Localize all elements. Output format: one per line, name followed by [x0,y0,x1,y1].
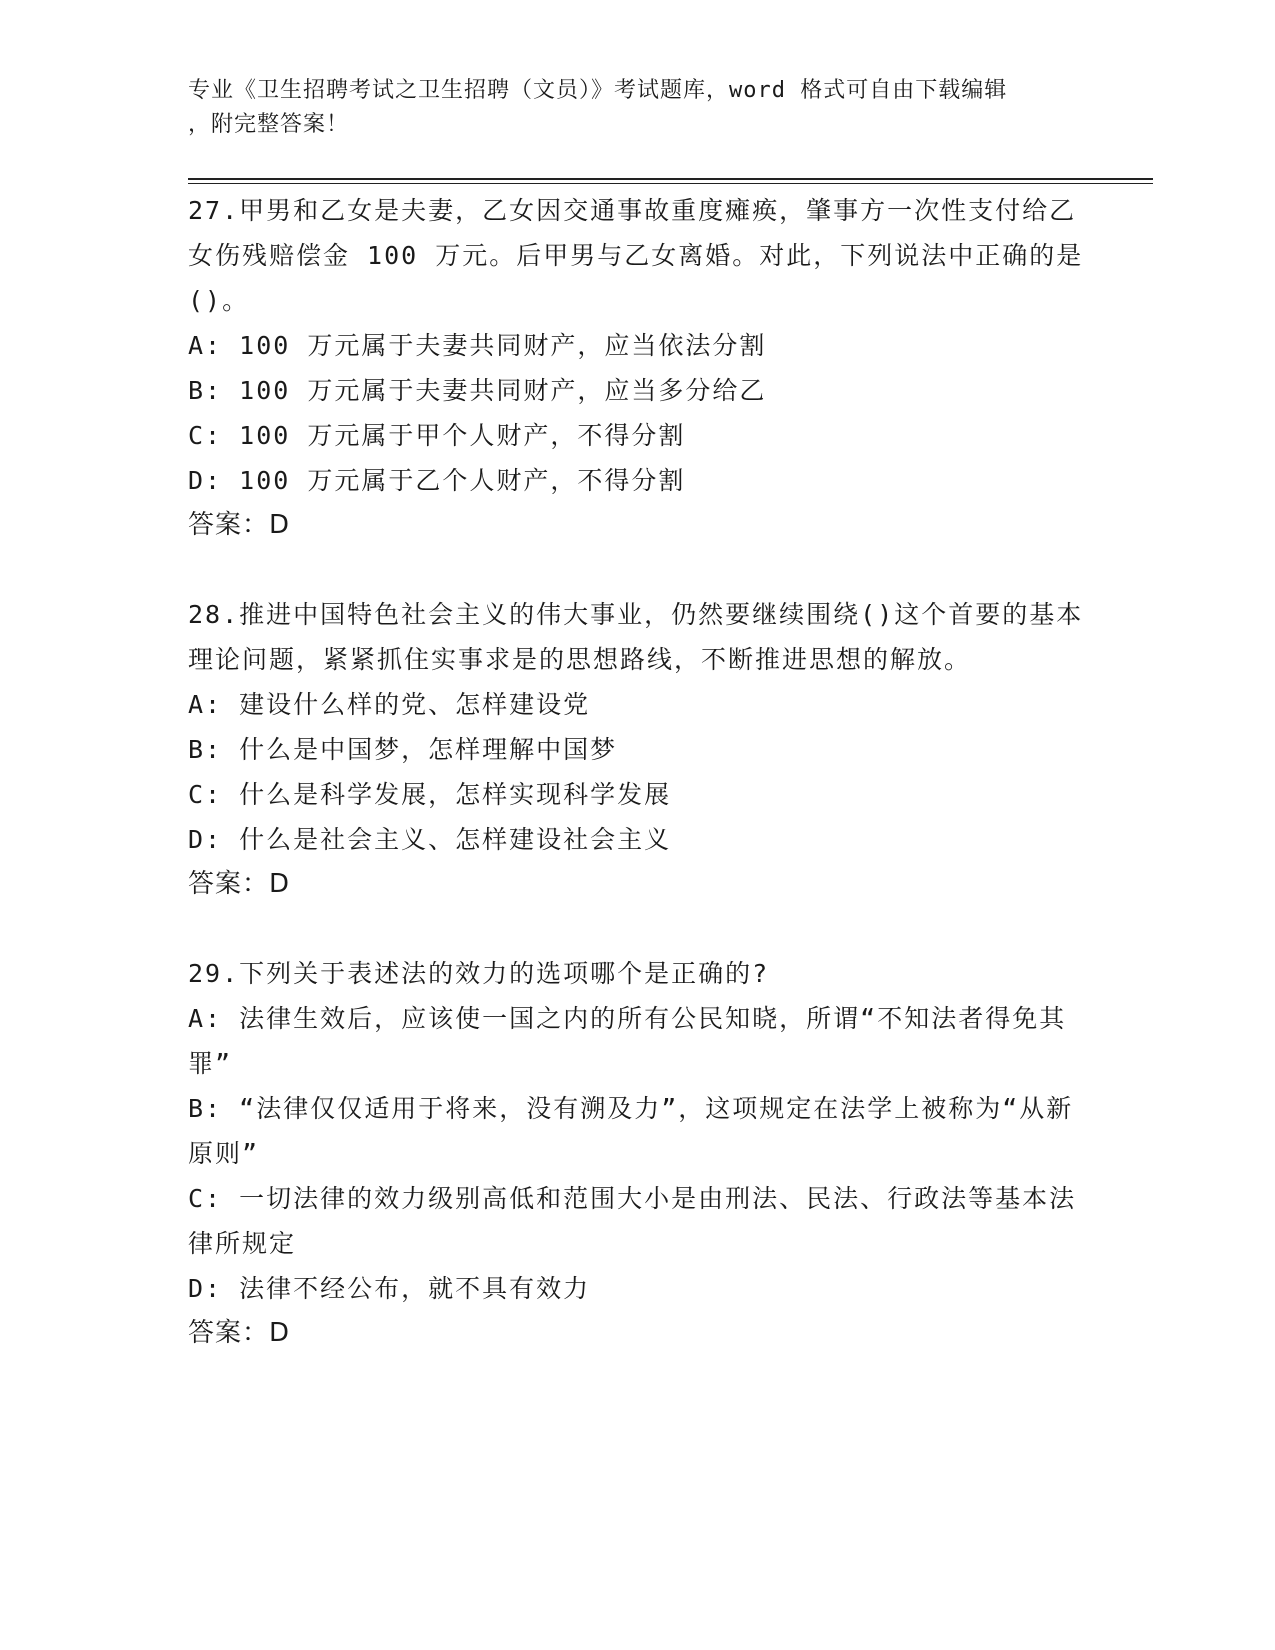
option-a: A: 法律生效后，应该使一国之内的所有公民知晓，所谓“不知法者得免其罪” [188,1004,1067,1078]
option-c: C: 100 万元属于甲个人财产，不得分割 [188,421,686,450]
option-d: D: 法律不经公布，就不具有效力 [188,1274,591,1303]
question-spacer [188,548,1088,592]
document-header [188,74,1068,142]
question-stem: 28.推进中国特色社会主义的伟大事业，仍然要继续围绕()这个首要的基本理论问题，紧紧抓住实事求是的思想路线，不断推进思想的解放。 [188,600,1084,674]
question-27 [188,188,1088,548]
question-28 [188,592,1088,907]
option-c: C: 一切法律的效力级别高低和范围大小是由刑法、民法、行政法等基本法律所规定 [188,1184,1077,1258]
option-c: C: 什么是科学发展，怎样实现科学发展 [188,780,672,809]
question-29 [188,951,1088,1356]
answer-line: 答案：D [188,869,291,899]
option-d: D: 100 万元属于乙个人财产，不得分割 [188,466,686,495]
answer-line: 答案：D [188,510,291,540]
header-divider-thick [188,178,1153,180]
header-divider-thin [188,183,1153,184]
question-stem: 29.下列关于表述法的效力的选项哪个是正确的? [188,959,770,988]
option-d: D: 什么是社会主义、怎样建设社会主义 [188,825,672,854]
question-spacer [188,907,1088,951]
option-b: B: 100 万元属于夫妻共同财产，应当多分给乙 [188,376,767,405]
header-line-2: ，附完整答案！ [188,112,350,137]
question-stem: 27.甲男和乙女是夫妻，乙女因交通事故重度瘫痪，肇事方一次性支付给乙女伤残赔偿金 100 万元。后甲男与乙女离婚。对此，下列说法中正确的是()。 [188,196,1084,315]
option-a: A: 100 万元属于夫妻共同财产，应当依法分割 [188,331,767,360]
answer-line: 答案：D [188,1318,291,1348]
question-list [188,188,1088,1356]
option-b: B: “法律仅仅适用于将来，没有溯及力”，这项规定在法学上被称为“从新原则” [188,1094,1074,1168]
header-line-1: 专业《卫生招聘考试之卫生招聘（文员）》考试题库，word 格式可自由下载编辑 [188,78,1008,103]
option-a: A: 建设什么样的党、怎样建设党 [188,690,591,719]
option-b: B: 什么是中国梦，怎样理解中国梦 [188,735,618,764]
